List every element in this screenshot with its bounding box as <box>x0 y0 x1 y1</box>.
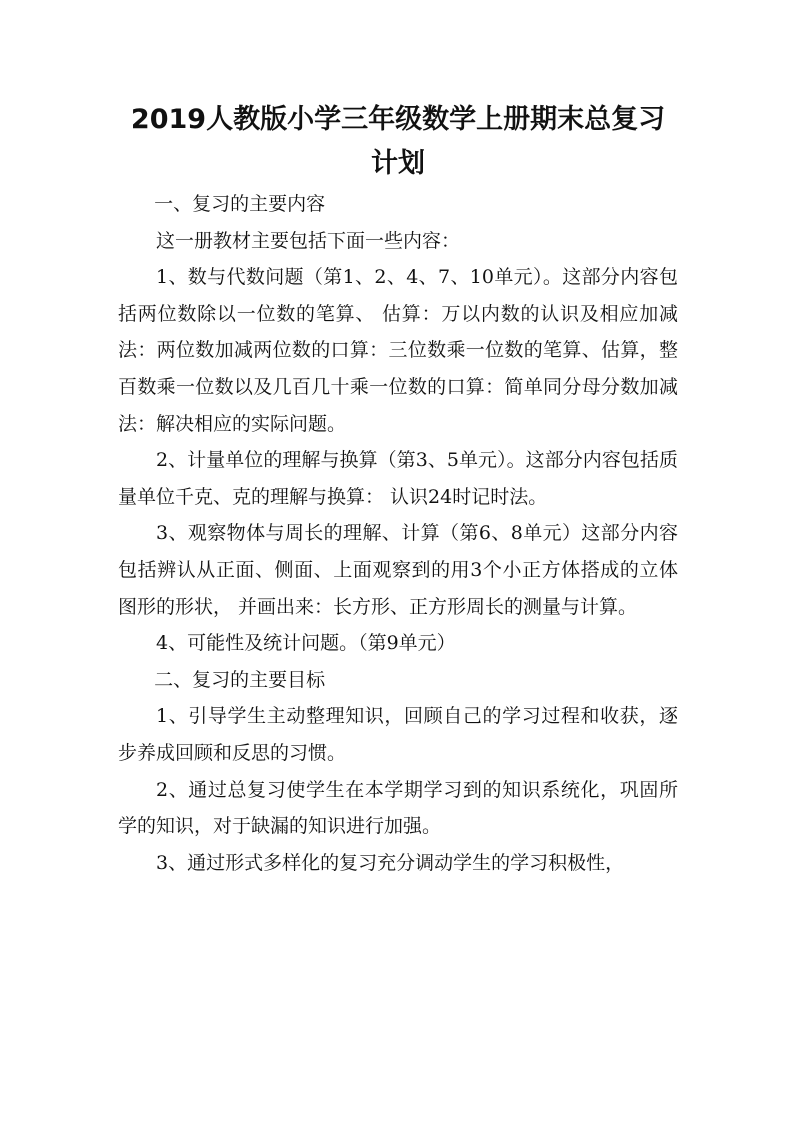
paragraph-item-2: 2、计量单位的理解与换算（第3、5单元）。这部分内容包括质量单位千克、克的理解与换算： 认识24时记时法。 <box>118 449 678 508</box>
paragraph-goal-1: 1、引导学生主动整理知识，回顾自己的学习过程和收获，逐步养成回顾和反思的习惯。 <box>118 705 678 764</box>
paragraph-item-3: 3、观察物体与周长的理解、计算（第6、8单元）这部分内容包括辨认从正面、侧面、上面观察到的用3个小正方体搭成的立体图形的形状， 并画出来：长方形、正方形周长的测量与计算。 <box>118 522 678 618</box>
document-title: 2019人教版小学三年级数学上册期末总复习计划 <box>130 104 666 179</box>
section-heading-goals: 二、复习的主要目标 <box>154 668 326 691</box>
paragraph-goal-3: 3、通过形式多样化的复习充分调动学生的学习积极性， <box>156 851 625 874</box>
paragraph-intro: 这一册教材主要包括下面一些内容： <box>156 229 461 252</box>
paragraph-goal-2: 2、通过总复习使学生在本学期学习到的知识系统化，巩固所学的知识，对于缺漏的知识进行加强。 <box>118 778 678 838</box>
paragraph-item-4: 4、可能性及统计问题。（第9单元） <box>156 632 456 655</box>
section-heading-content: 一、复习的主要内容 <box>154 193 326 215</box>
paragraph-item-1: 1、数与代数问题（第1、2、4、7、10单元）。这部分内容包括两位数除以一位数的笔算、 估算：万以内数的认识及相应加减法：两位数加减两位数的口算：三位数乘一位数的笔算、估算，整百数乘一位数以及几百几十乘一位数的口算：简单同分母分数加减法：解决相应的实际问题。 <box>118 266 678 435</box>
document-body <box>118 186 678 881</box>
